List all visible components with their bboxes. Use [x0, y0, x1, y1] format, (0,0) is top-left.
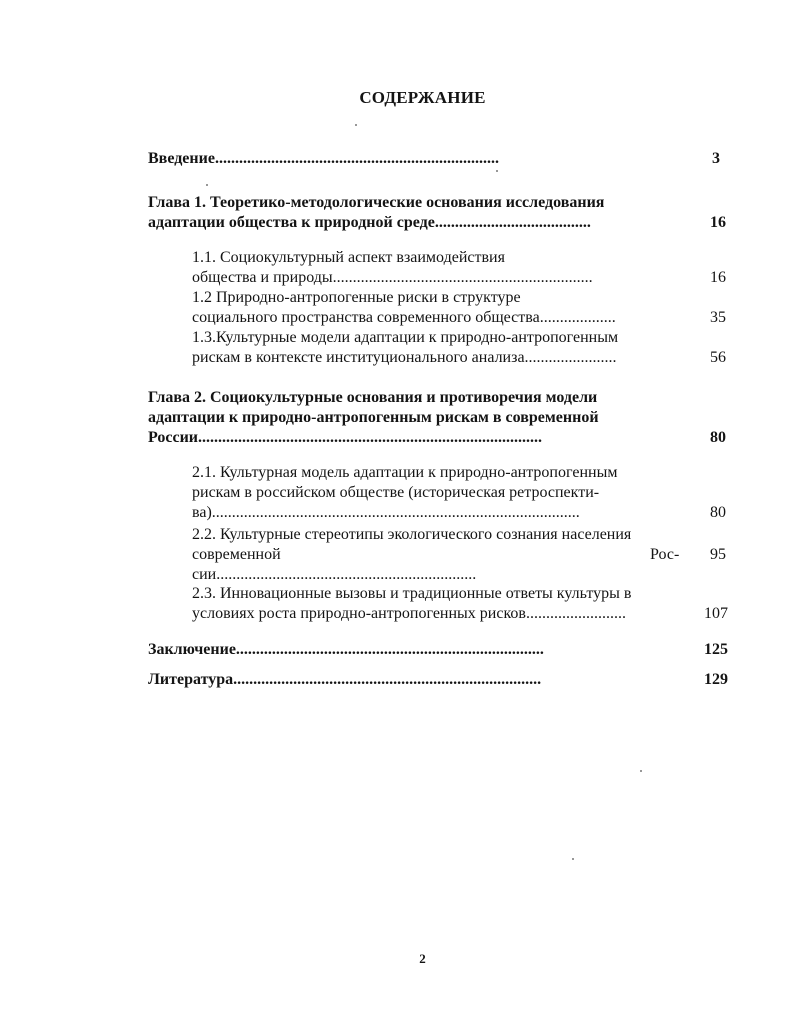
toc-section-2-3-line2[interactable]: условиях роста природно-антропогенных рисков......................... — [192, 605, 626, 622]
toc-conclusion-page: 125 — [704, 641, 728, 658]
toc-section-2-1-line1[interactable]: 2.1. Культурная модель адаптации к природно-антропогенным — [192, 464, 618, 481]
toc-section-2-2-line3[interactable]: сии................................................................. — [192, 566, 477, 583]
toc-section-1-1-line2[interactable]: общества и природы................................................................. — [192, 269, 593, 286]
toc-literature-page: 129 — [704, 671, 728, 688]
toc-section-1-2-page: 35 — [710, 309, 726, 326]
page-title: СОДЕРЖАНИЕ — [359, 88, 486, 107]
toc-intro-page: 3 — [712, 150, 720, 167]
toc-literature-text[interactable]: Литература............................................................................. — [148, 671, 542, 688]
page-number: 2 — [419, 951, 426, 966]
toc-chapter2-line1[interactable]: Глава 2. Социокультурные основания и противоречия модели — [148, 389, 598, 406]
toc-section-1-3-line1[interactable]: 1.3.Культурные модели адаптации к природно-антропогенным — [192, 329, 619, 346]
scan-speck — [572, 858, 574, 860]
toc-section-2-2-line1[interactable]: 2.2. Культурные стереотипы экологического сознания населения — [192, 526, 632, 543]
toc-section-2-3-line1[interactable]: 2.3. Инновационные вызовы и традиционные ответы культуры в — [192, 585, 632, 602]
toc-section-2-1-line3[interactable]: ва)............................................................................................ — [192, 504, 580, 521]
toc-section-2-1-line2[interactable]: рискам в российском обществе (историческая ретроспекти- — [192, 484, 600, 501]
toc-section-2-3-page: 107 — [704, 605, 728, 622]
toc-section-2-2-page: 95 — [710, 546, 726, 563]
toc-chapter2-page: 80 — [710, 429, 726, 446]
toc-section-1-2-line2[interactable]: социального пространства современного общества................... — [192, 309, 616, 326]
toc-section-1-3-line2[interactable]: рискам в контексте институционального анализа....................... — [192, 349, 617, 366]
toc-chapter2-line2[interactable]: адаптации к природно-антропогенным рискам в современной — [148, 409, 599, 426]
toc-chapter1-line2[interactable]: адаптации общества к природной среде....................................... — [148, 214, 591, 231]
toc-chapter1-page: 16 — [710, 214, 726, 231]
toc-section-2-2-line2a[interactable]: современной — [192, 546, 281, 563]
toc-conclusion-text[interactable]: Заключение............................................................................. — [148, 641, 544, 658]
toc-chapter1-line1[interactable]: Глава 1. Теоретико-методологические основания исследования — [148, 194, 605, 211]
toc-chapter2-line3[interactable]: России...................................................................................... — [148, 429, 543, 446]
scan-speck — [640, 770, 642, 772]
scan-speck — [496, 170, 498, 172]
toc-intro-text[interactable]: Введение....................................................................... — [148, 150, 499, 167]
scan-speck — [206, 184, 208, 186]
toc-section-1-1-line1[interactable]: 1.1. Социокультурный аспект взаимодействия — [192, 249, 505, 266]
toc-section-1-3-page: 56 — [710, 349, 726, 366]
scan-speck — [355, 124, 357, 126]
toc-section-1-1-page: 16 — [710, 269, 726, 286]
toc-section-2-2-line2b[interactable]: Рос- — [650, 546, 680, 563]
toc-section-2-1-page: 80 — [710, 504, 726, 521]
toc-section-1-2-line1[interactable]: 1.2 Природно-антропогенные риски в структуре — [192, 289, 521, 306]
